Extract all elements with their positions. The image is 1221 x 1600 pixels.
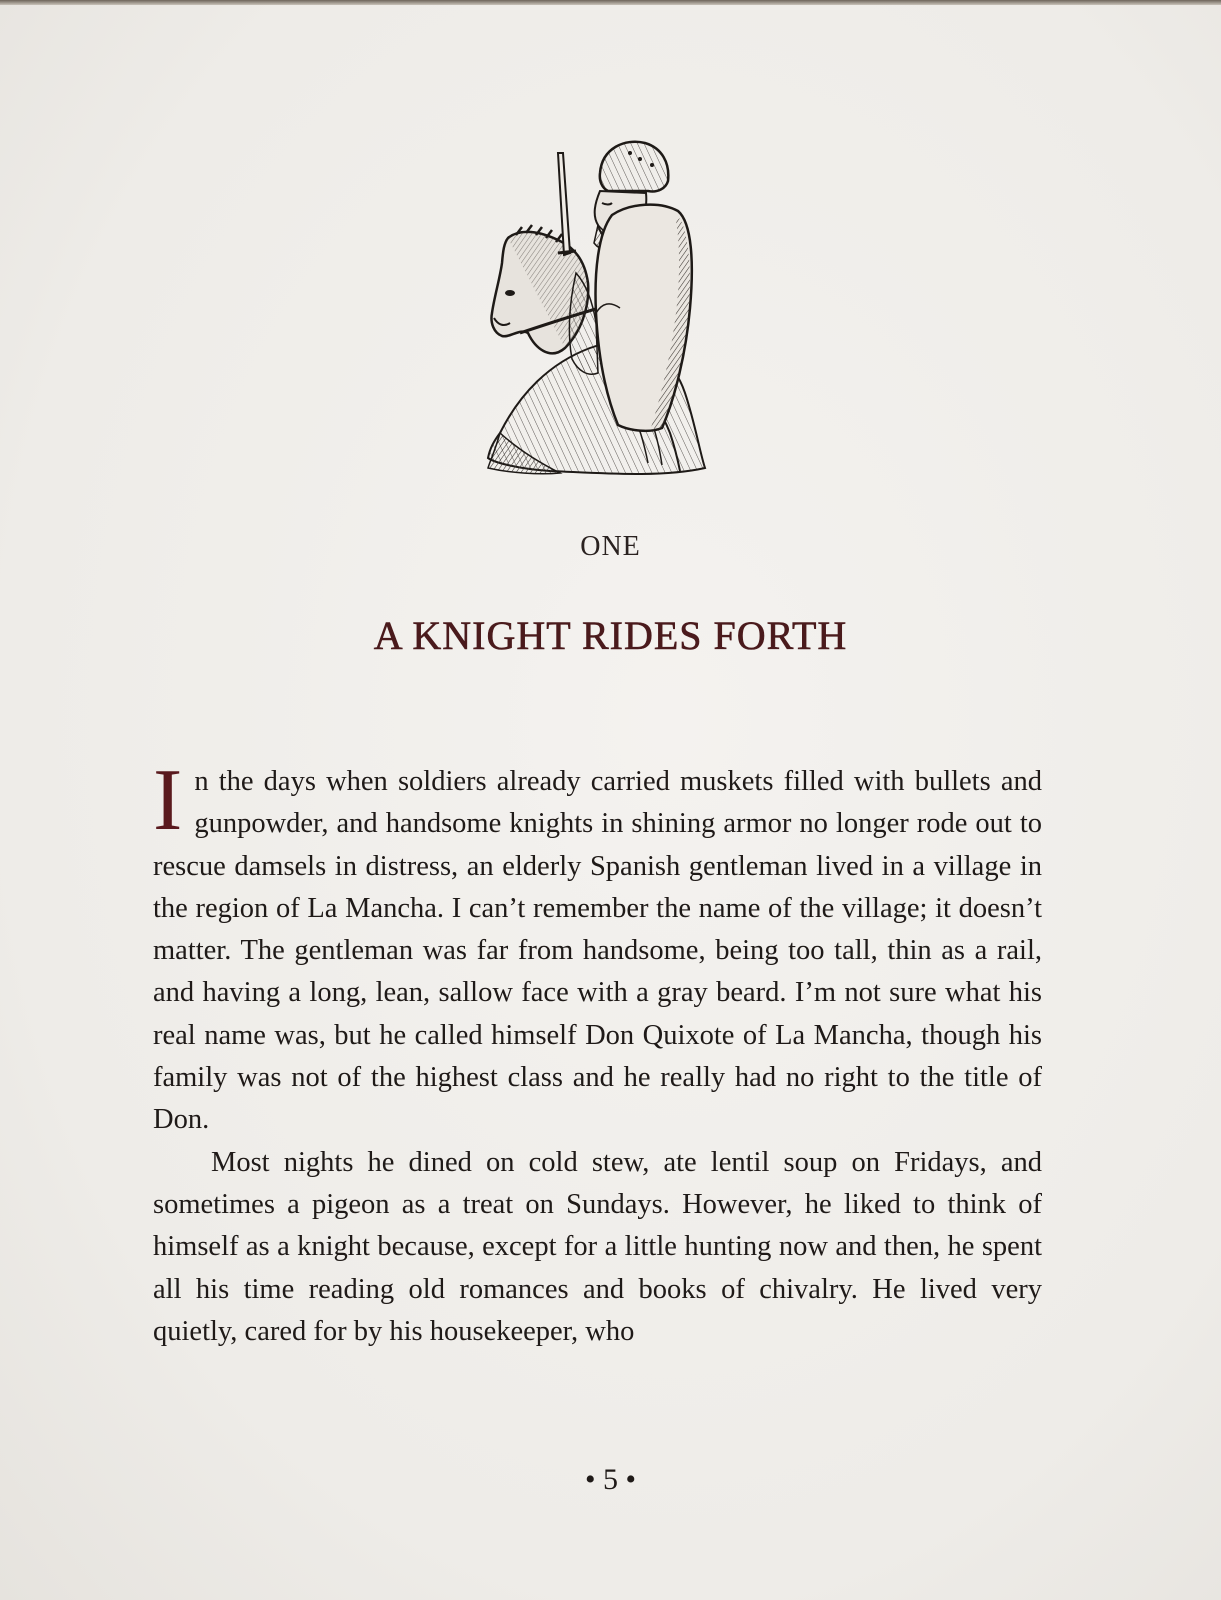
paragraph	[153, 752, 1042, 1142]
page-number: • 5 •	[584, 1463, 636, 1496]
book-page	[0, 5, 1221, 1600]
paragraph-text: n the days when soldiers already carried muskets filled with bullets and gunpowder, and handsome knights in shining armor no longer rode out to rescue damsels in distress, an elderly Spanish gentleman lived in a village in the region of La Mancha. I can’t remember the name of the village; it doesn’t matter. The gentleman was far from handsome, being too tall, thin as a rail, and having a long, lean, sallow face with a gray beard. I’m not sure what his real name was, but he called himself Don Quixote of La Mancha, though his family was not of the highest class and he really had no right to the title of Don.	[153, 766, 1042, 1136]
chapter-number: ONE	[580, 531, 641, 562]
paragraph	[153, 1142, 1042, 1353]
paragraph-text: Most nights he dined on cold stew, ate lentil soup on Fridays, and sometimes a pigeon as a treat on Sundays. However, he liked to think of himself as a knight because, except for a little hunting now and then, he spent all his time reading old romances and books of chivalry. He lived very quietly, cared for by his housekeeper, who	[153, 1146, 1042, 1347]
drop-cap: I	[153, 752, 183, 849]
knight-on-horseback-chess-piece-icon	[480, 133, 720, 485]
body-text	[153, 752, 1042, 1353]
chapter-title: A KNIGHT RIDES FORTH	[373, 613, 848, 658]
